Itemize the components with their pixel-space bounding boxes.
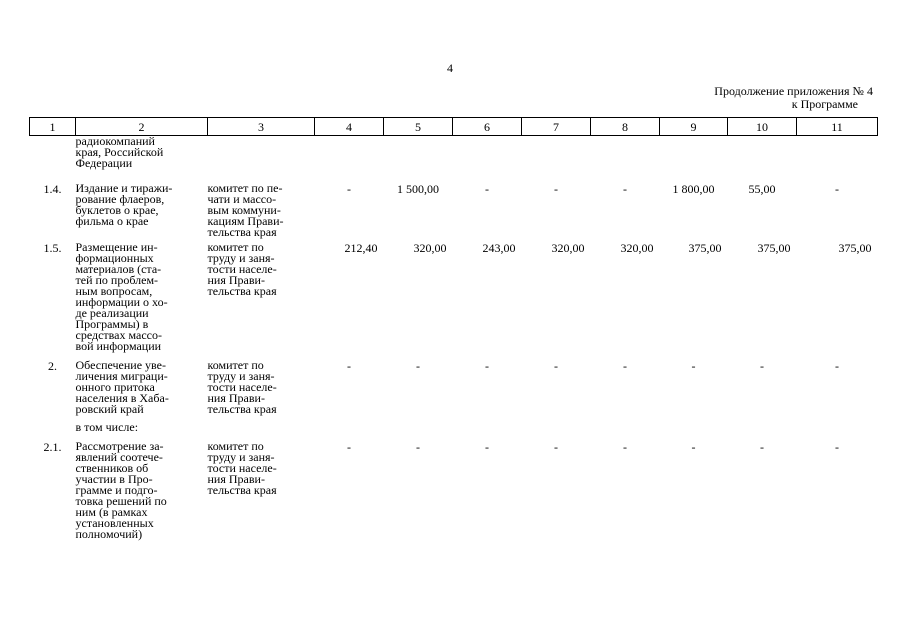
value-cell: - — [485, 359, 489, 373]
table-row — [30, 360, 878, 421]
measure-name: Обеспечение уве- личения миграци- онного притока населения в Хаба- ровский край — [75, 358, 169, 416]
table-row — [30, 441, 878, 540]
value-cell: - — [485, 182, 489, 196]
value-cell: 243,00 — [482, 241, 516, 255]
appendix-line-2: к Программе — [791, 97, 858, 111]
value-cell: - — [691, 359, 696, 373]
column-header: 8 — [591, 118, 660, 136]
executor: комитет по труду и заня- тости населе- ния Прави- тельства края — [207, 439, 277, 497]
value-cell: - — [554, 359, 558, 373]
row-number — [30, 136, 76, 180]
value-cell: - — [347, 359, 351, 373]
value-cell: 320,00 — [413, 241, 447, 255]
row-number: 1.4. — [43, 182, 62, 196]
value-cell: 212,40 — [344, 241, 378, 255]
column-header: 1 — [30, 118, 76, 136]
executor: комитет по пе- чати и массо- вым коммуни- кациям Прави- тельства края — [207, 181, 284, 239]
value-cell: - — [760, 440, 764, 454]
table-row — [30, 242, 878, 360]
subheading-row — [30, 421, 878, 441]
value-cell: - — [347, 182, 351, 196]
measure-name: Издание и тиражи- рование флаеров, буклетов о крае, фильма о крае — [75, 181, 173, 228]
column-header: 4 — [315, 118, 384, 136]
value-cell: - — [416, 440, 420, 454]
value-cell: 320,00 — [620, 241, 654, 255]
value-cell: - — [835, 359, 839, 373]
value-cell: 375,00 — [838, 241, 872, 255]
measure-name: Рассмотрение за- явлений соотече- ственников об участии в Про- грамме и подго- товка решений по ним (в рамках установленных полномочий) — [75, 439, 167, 541]
value-cell: - — [416, 359, 420, 373]
program-table — [29, 117, 878, 540]
column-header: 5 — [384, 118, 453, 136]
value-cell: - — [835, 182, 839, 196]
value-cell: - — [623, 182, 627, 196]
value-cell: - — [554, 440, 558, 454]
value-cell: - — [760, 359, 764, 373]
value-cell: - — [623, 359, 627, 373]
column-header: 3 — [208, 118, 315, 136]
table-row — [30, 136, 878, 180]
column-header: 7 — [522, 118, 591, 136]
value-cell: - — [691, 440, 696, 454]
value-cell: - — [485, 440, 489, 454]
value-cell: 320,00 — [551, 241, 585, 255]
column-header: 2 — [76, 118, 208, 136]
executor — [208, 136, 315, 180]
row-number: 2. — [48, 359, 57, 373]
column-header: 10 — [728, 118, 797, 136]
value-cell: 1 500,00 — [397, 182, 439, 196]
value-cell: - — [623, 440, 627, 454]
subheading: в том числе: — [75, 420, 139, 434]
row-number: 1.5. — [43, 241, 62, 255]
column-number-row — [30, 118, 878, 136]
measure-name: радиокомпаний края, Российской Федерации — [75, 134, 164, 170]
value-cell: - — [835, 440, 839, 454]
page-number: 4 — [447, 61, 453, 75]
value-cell: 375,00 — [688, 241, 722, 255]
value-cell: 55,00 — [748, 182, 776, 196]
column-header: 9 — [660, 118, 728, 136]
value-cell: - — [554, 182, 558, 196]
column-header: 6 — [453, 118, 522, 136]
appendix-caption — [714, 85, 873, 111]
value-cell: 1 800,00 — [672, 182, 715, 196]
executor: комитет по труду и заня- тости населе- ния Прави- тельства края — [207, 358, 277, 416]
empty-values — [315, 136, 878, 180]
value-cell: - — [347, 440, 351, 454]
column-header: 11 — [797, 118, 878, 136]
row-number: 2.1. — [43, 440, 62, 454]
measure-name: Размещение ин- формационных материалов (ста- тей по проблем- ным вопросам, информации о хо- де реализации Программы) в средствах массо- вой информации — [75, 240, 168, 353]
value-cell: 375,00 — [757, 241, 791, 255]
appendix-line-1: Продолжение приложения № 4 — [714, 84, 873, 98]
table-row — [30, 179, 878, 242]
executor: комитет по труду и заня- тости населе- ния Прави- тельства края — [207, 240, 277, 298]
